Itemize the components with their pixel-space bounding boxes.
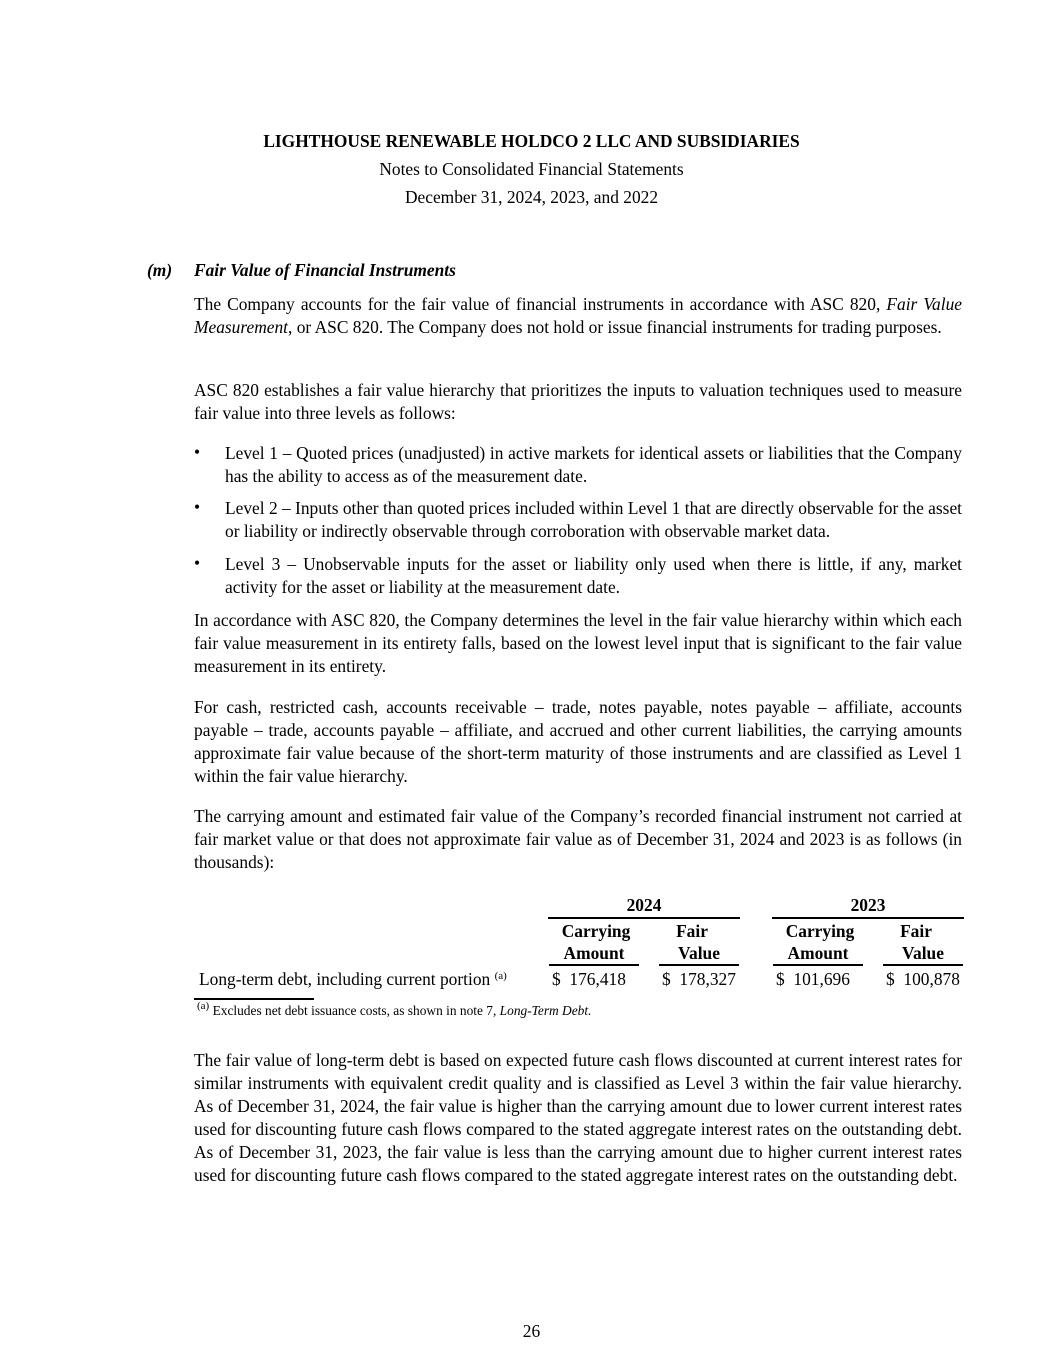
page-number: 26 xyxy=(522,1321,541,1341)
paragraph-intro xyxy=(194,293,962,339)
cell-value: 176,418 xyxy=(569,969,626,989)
year-header-2023: 2023 xyxy=(772,894,964,918)
col-header-line2: Value xyxy=(883,942,963,966)
row-label-text: Long-term debt, including current portion xyxy=(199,968,491,989)
paragraph-level-determination: In accordance with ASC 820, the Company determines the level in the fair value hierarchy within which each fair value measurement in its entirety falls, based on the lowest level input that is significant to the fair value measurement in its entirety. xyxy=(194,610,962,676)
bullet-text: Level 1 – Quoted prices (unadjusted) in active markets for identical assets or liabilities that the Company has the ability to access as of the measurement date. xyxy=(225,443,962,486)
col-header-line2: Value xyxy=(659,942,739,966)
table-column-header-row xyxy=(194,918,964,967)
bullet-text: Level 3 – Unobservable inputs for the asset or liability only used when there is little, if any, market activity for the asset or liability at the measurement date. xyxy=(225,554,962,597)
cell-value: 101,696 xyxy=(793,969,850,989)
paragraph-intro-italic: Fair Value Measurement xyxy=(194,294,963,337)
bullet-icon: • xyxy=(194,442,201,462)
cell-carrying-2023 xyxy=(772,967,868,991)
bullet-icon: • xyxy=(194,553,201,573)
col-header-fair-2023 xyxy=(868,918,964,967)
col-header-line1: Fair xyxy=(676,921,708,941)
currency-symbol: $ xyxy=(552,969,561,989)
section-title: Fair Value of Financial Instruments xyxy=(194,260,456,280)
document-subtitle: Notes to Consolidated Financial Statements xyxy=(379,159,684,179)
year-header-2024: 2024 xyxy=(548,894,740,918)
cell-value: 178,327 xyxy=(679,969,736,989)
col-header-line2: Amount xyxy=(549,942,639,966)
col-header-fair-2024 xyxy=(644,918,740,967)
col-header-line1: Carrying xyxy=(561,921,631,941)
row-label xyxy=(194,967,548,991)
table-row xyxy=(194,967,964,991)
col-header-carrying-2024 xyxy=(548,918,644,967)
section-marker: (m) xyxy=(147,260,173,280)
footnote-italic: Long-Term Debt. xyxy=(499,1003,592,1018)
cell-carrying-2024 xyxy=(548,967,644,991)
footnote-divider xyxy=(194,998,314,1000)
fair-value-table xyxy=(194,894,964,991)
paragraph-long-term-debt: The fair value of long-term debt is based on expected future cash flows discounted at current interest rates for similar instruments with equivalent credit quality and is classified as Level 3 within the fair value hierarchy. As of December 31, 2024, the fair value is higher than the carrying amount due to lower current interest rates used for discounting future cash flows compared to the stated aggregate interest rates on the outstanding debt. As of December 31, 2023, the fair value is less than the carrying amount due to higher current interest rates used for discounting future cash flows compared to the stated aggregate interest rates on the outstanding debt. xyxy=(194,1050,962,1185)
col-header-carrying-2023 xyxy=(772,918,868,967)
paragraph-table-intro: The carrying amount and estimated fair value of the Company’s recorded financial instrument not carried at fair market value or that does not approximate fair value as of December 31, 2024 and 2023 is as follows (in thousands): xyxy=(194,806,962,872)
col-header-line2: Amount xyxy=(773,942,863,966)
footnote-ref: (a) xyxy=(494,969,507,982)
document-dates: December 31, 2024, 2023, and 2022 xyxy=(404,187,659,207)
company-name: LIGHTHOUSE RENEWABLE HOLDCO 2 LLC AND SUBSIDIARIES xyxy=(263,131,800,151)
col-header-line1: Carrying xyxy=(785,921,855,941)
cell-value: 100,878 xyxy=(903,969,960,989)
cell-fair-2024 xyxy=(644,967,740,991)
footnote xyxy=(197,1000,592,1019)
paragraph-level1-instruments: For cash, restricted cash, accounts receivable – trade, notes payable, notes payable – affiliate, accounts payable – trade, accounts payable – affiliate, and accrued and other current liabilities, the carrying amounts approximate fair value because of the short-term maturity of those instruments and are classified as Level 1 within the fair value hierarchy. xyxy=(194,697,962,786)
bullet-text: Level 2 – Inputs other than quoted prices included within Level 1 that are directly observable for the asset or liability or indirectly observable through corroboration with observable market data. xyxy=(225,498,962,541)
paragraph-hierarchy: ASC 820 establishes a fair value hierarchy that prioritizes the inputs to valuation techniques used to measure fair value into three levels as follows: xyxy=(194,380,962,423)
bullet-icon: • xyxy=(194,497,201,517)
footnote-marker: (a) xyxy=(197,1000,210,1012)
currency-symbol: $ xyxy=(776,969,785,989)
section-heading xyxy=(147,260,456,281)
paragraph-intro-text: The Company accounts for the fair value of financial instruments in accordance with ASC 820, xyxy=(194,294,887,314)
cell-fair-2023 xyxy=(868,967,964,991)
footnote-text: Excludes net debt issuance costs, as shown in note 7, xyxy=(209,1003,500,1018)
paragraph-intro-text-end: , or ASC 820. The Company does not hold or issue financial instruments for trading purposes. xyxy=(288,317,942,337)
table-year-row xyxy=(194,894,964,918)
currency-symbol: $ xyxy=(662,969,671,989)
col-header-line1: Fair xyxy=(900,921,932,941)
currency-symbol: $ xyxy=(886,969,895,989)
